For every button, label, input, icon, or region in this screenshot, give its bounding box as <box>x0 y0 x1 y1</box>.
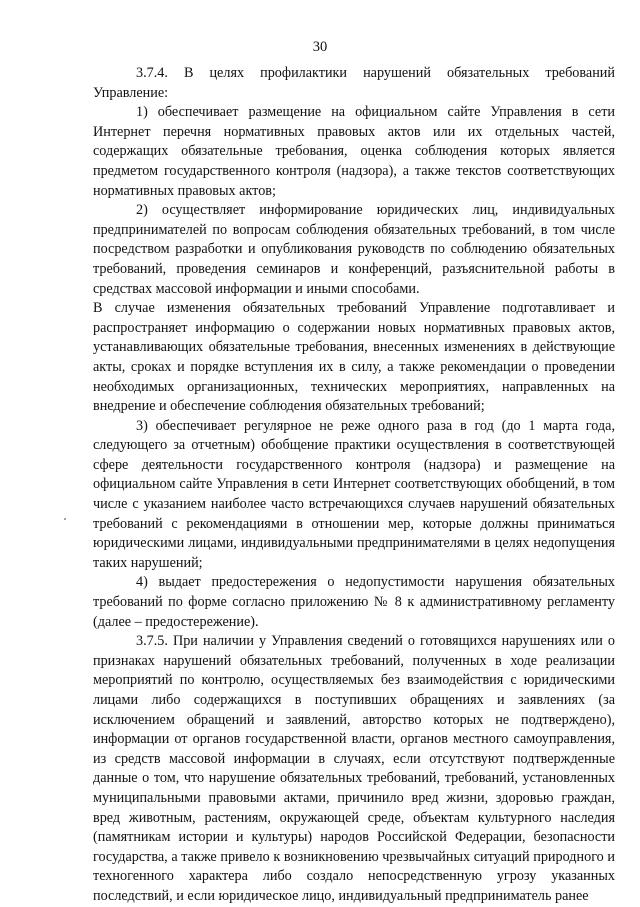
list-item-2-continuation: В случае изменения обязательных требований Управление подготавливает и распространяет информацию о содержании новых нормативных правовых актов, устанавливающих обязательные требования, внесенных изменениях в действующие акты, сроках и порядке вступления их в силу, а также рекомендации о проведении необходимых организационных, технических мероприятиях, направленных на внедрение и обеспечение соблюдения обязательных требований; <box>93 300 615 415</box>
list-item-4: 4) выдает предостережения о недопустимости нарушения обязательных требований по форме согласно приложению № 8 к административному регламенту (далее – предостережение). <box>93 574 615 630</box>
document-body <box>93 64 615 907</box>
section-3-7-5: 3.7.5. При наличии у Управления сведений о готовящихся нарушениях или о признаках нарушений обязательных требований, полученных в ходе реализации мероприятий по контролю, осуществляемых без взаимодействия с юридическими лицами либо содержащихся в поступивших обращениях и заявлениях (за исключением обращений и заявлений, авторство которых не подтверждено), информации от органов государственной власти, органов местного самоуправления, из средств массовой информации в случаях, если отсутствуют подтвержденные данные о том, что нарушение обязательных требований, требований, установленных муниципальными правовыми актами, причинило вред жизни, здоровью граждан, вред животным, растениям, окружающей среде, объектам культурного наследия (памятникам истории и культуры) народов Российской Федерации, безопасности государства, а также привело к возникновению чрезвычайных ситуаций природного и техногенного характера либо создало непосредственную угрозу указанных последствий, и если юридическое лицо, индивидуальный предприниматель ранее <box>93 633 615 904</box>
scan-speck <box>64 518 66 520</box>
list-item-3: 3) обеспечивает регулярное не реже одного раза в год (до 1 марта года, следующего за отчетным) обобщение практики осуществления в соответствующей сфере деятельности государственного контроля (надзора) и размещение на официальном сайте Управления в сети Интернет соответствующих обобщений, в том числе с указанием наиболее часто встречающихся случаев нарушений обязательных требований с рекомендациями в отношении мер, которые должны приниматься юридическими лицами, индивидуальными предпринимателями в целях недопущения таких нарушений; <box>93 417 615 571</box>
list-item-2: 2) осуществляет информирование юридических лиц, индивидуальных предпринимателей по вопросам соблюдения обязательных требований, в том числе посредством разработки и опубликования руководств по соблюдению обязательных требований, проведения семинаров и конференций, разъяснительной работы в средствах массовой информации и иными способами. <box>93 202 615 297</box>
list-item-1: 1) обеспечивает размещение на официальном сайте Управления в сети Интернет перечня нормативных правовых актов или их отдельных частей, содержащих обязательные требования, оценка соблюдения которых является предметом государственного контроля (надзора), а также текстов соответствующих нормативных правовых актов; <box>93 104 615 199</box>
section-3-7-4-heading: 3.7.4. В целях профилактики нарушений обязательных требований Управление: <box>93 65 615 101</box>
page-number: 30 <box>312 39 328 55</box>
